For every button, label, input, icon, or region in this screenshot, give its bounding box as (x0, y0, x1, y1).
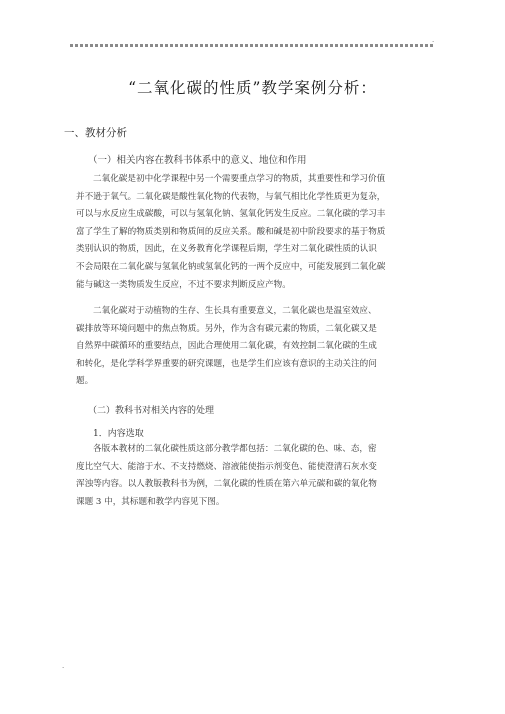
paragraph-co2-environment (76, 303, 436, 391)
header-corner-mark: . (432, 36, 435, 44)
text-line: 浑浊等内容。以人教版教科书为例，二氧化碳的性质在第六单元碳和碳的氧化物 (76, 479, 377, 490)
text-line: 并不逊于氧气。二氧化碳是酸性氧化物的代表物，与氧气相比化学性质更为复杂， (76, 191, 386, 202)
section-heading-materials-analysis: 一、教材分析 (64, 127, 127, 139)
header-decorative-rule (70, 44, 435, 47)
paragraph-co2-importance (76, 171, 436, 294)
subsection-heading-textbook-handling: （二）教科书对相关内容的处理 (88, 406, 215, 416)
text-line: 可以与水反应生成碳酸，可以与氢氧化钠、氢氧化钙发生反应。二氧化碳的学习丰 (76, 209, 386, 220)
item-heading-content-selection: 1．内容选取 (93, 429, 144, 439)
text-line: 二氧化碳对于动植物的生存、生长具有重要意义，二氧化碳也是温室效应、 (93, 306, 377, 316)
text-line: 各版本教材的二氧化碳性质这部分教学都包括：二氧化碳的色、味、态，密 (93, 444, 377, 454)
text-line: 碳排放等环境问题中的焦点物质。另外，作为含有碳元素的物质，二氧化碳又是 (76, 323, 377, 334)
text-line: 自然界中碳循环的重要结点，因此合理使用二氧化碳，有效控制二氧化碳的生成 (76, 341, 377, 352)
paragraph-content-selection (76, 441, 436, 511)
text-line: 二氧化碳是初中化学课程中另一个需要重点学习的物质，其重要性和学习价值 (93, 174, 386, 184)
text-line: 能与碱这一类物质发生反应，不过不要求判断反应产物。 (76, 279, 291, 290)
text-line: 题。 (76, 376, 94, 387)
text-line: 课题 3 中，其标题和教学内容见下图。 (76, 496, 225, 507)
text-line: 富了学生了解的物质类别和物质间的反应关系。酸和碱是初中阶段要求的基于物质 (76, 226, 386, 237)
footer-corner-mark: . (62, 662, 65, 670)
document-title: “二氧化碳的性质”教学案例分析： (128, 79, 377, 97)
text-line: 类别认识的物质，因此，在义务教育化学课程后期，学生对二氧化碳性质的认识 (76, 244, 377, 255)
text-line: 和转化，是化学科学界重要的研究课题，也是学生们应该有意识的主动关注的问 (76, 358, 377, 369)
text-line: 度比空气大、能溶于水、不支持燃烧、溶液能使指示剂变色、能使澄清石灰水变 (76, 461, 377, 472)
text-line: 不会局限在二氧化碳与氢氧化钠或氢氧化钙的一两个反应中，可能发展到二氧化碳 (76, 261, 386, 272)
subsection-heading-significance: （一）相关内容在教科书体系中的意义、地位和作用 (88, 155, 307, 166)
